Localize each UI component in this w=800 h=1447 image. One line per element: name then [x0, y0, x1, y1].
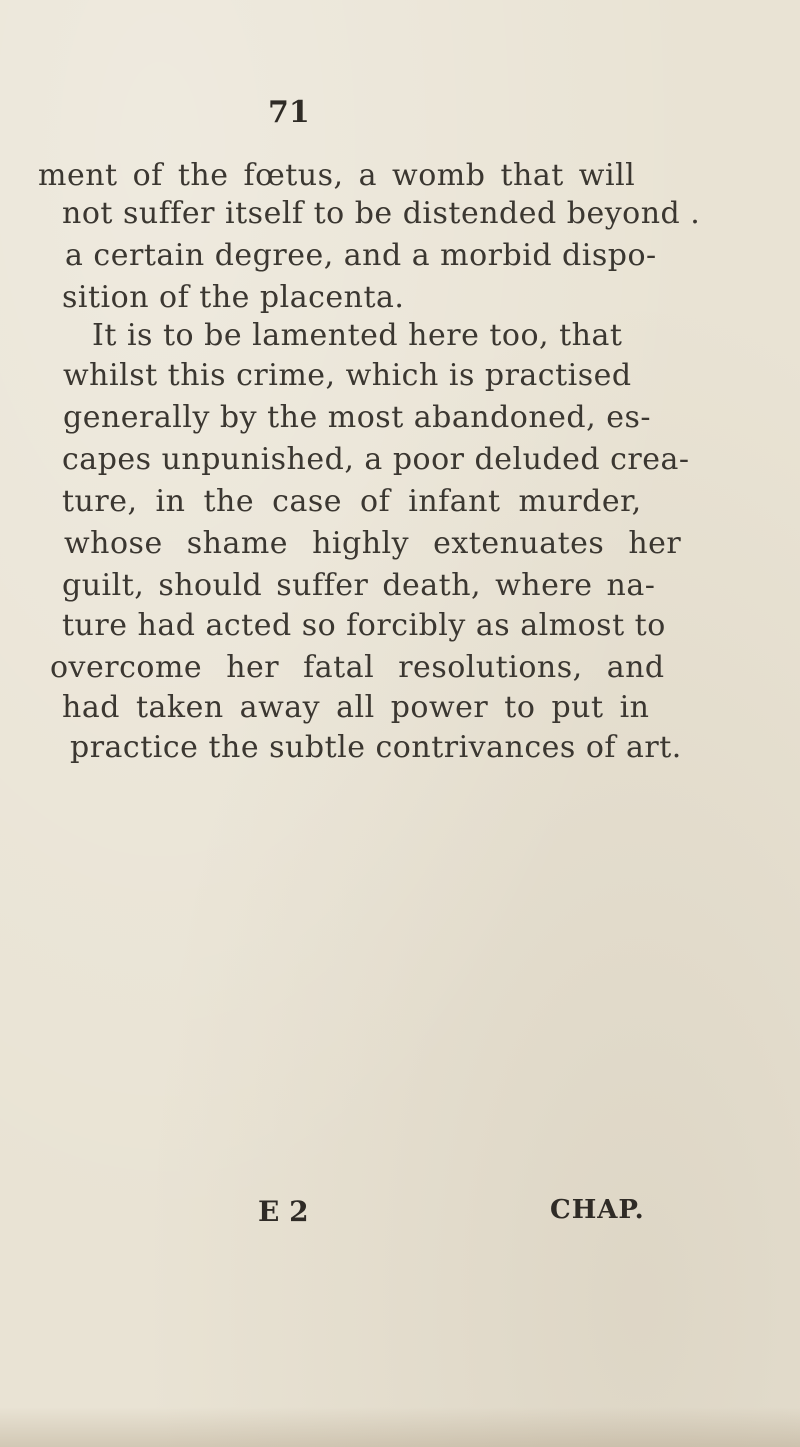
text-line: It is to be lamented here too, that — [92, 318, 623, 353]
text-line: whilst this crime, which is practised — [63, 358, 632, 393]
text-line: a certain degree, and a morbid dispo- — [65, 238, 657, 273]
text-line: not suffer itself to be distended beyond . — [62, 196, 701, 231]
text-line: ment of the fœtus, a womb that will — [38, 158, 636, 193]
text-line: practice the subtle contrivances of art. — [70, 730, 682, 765]
text-line: had taken away all power to put in — [62, 690, 650, 725]
text-line: sition of the placenta. — [62, 280, 405, 315]
text-line: capes unpunished, a poor deluded crea- — [62, 442, 690, 477]
text-line: guilt, should suffer death, where na- — [62, 568, 656, 603]
catchword: CHAP. — [550, 1195, 645, 1225]
signature-mark: E 2 — [258, 1195, 309, 1228]
page-number: 71 — [268, 95, 310, 130]
page-edge-stain — [0, 1407, 800, 1447]
text-line: ture, in the case of infant murder, — [62, 484, 642, 519]
text-line: ture had acted so forcibly as almost to — [62, 608, 666, 643]
page-footer — [0, 1195, 800, 1235]
text-line: generally by the most abandoned, es- — [63, 400, 651, 435]
text-line: overcome her fatal resolutions, and — [50, 650, 665, 685]
text-line: whose shame highly extenuates her — [64, 526, 682, 561]
